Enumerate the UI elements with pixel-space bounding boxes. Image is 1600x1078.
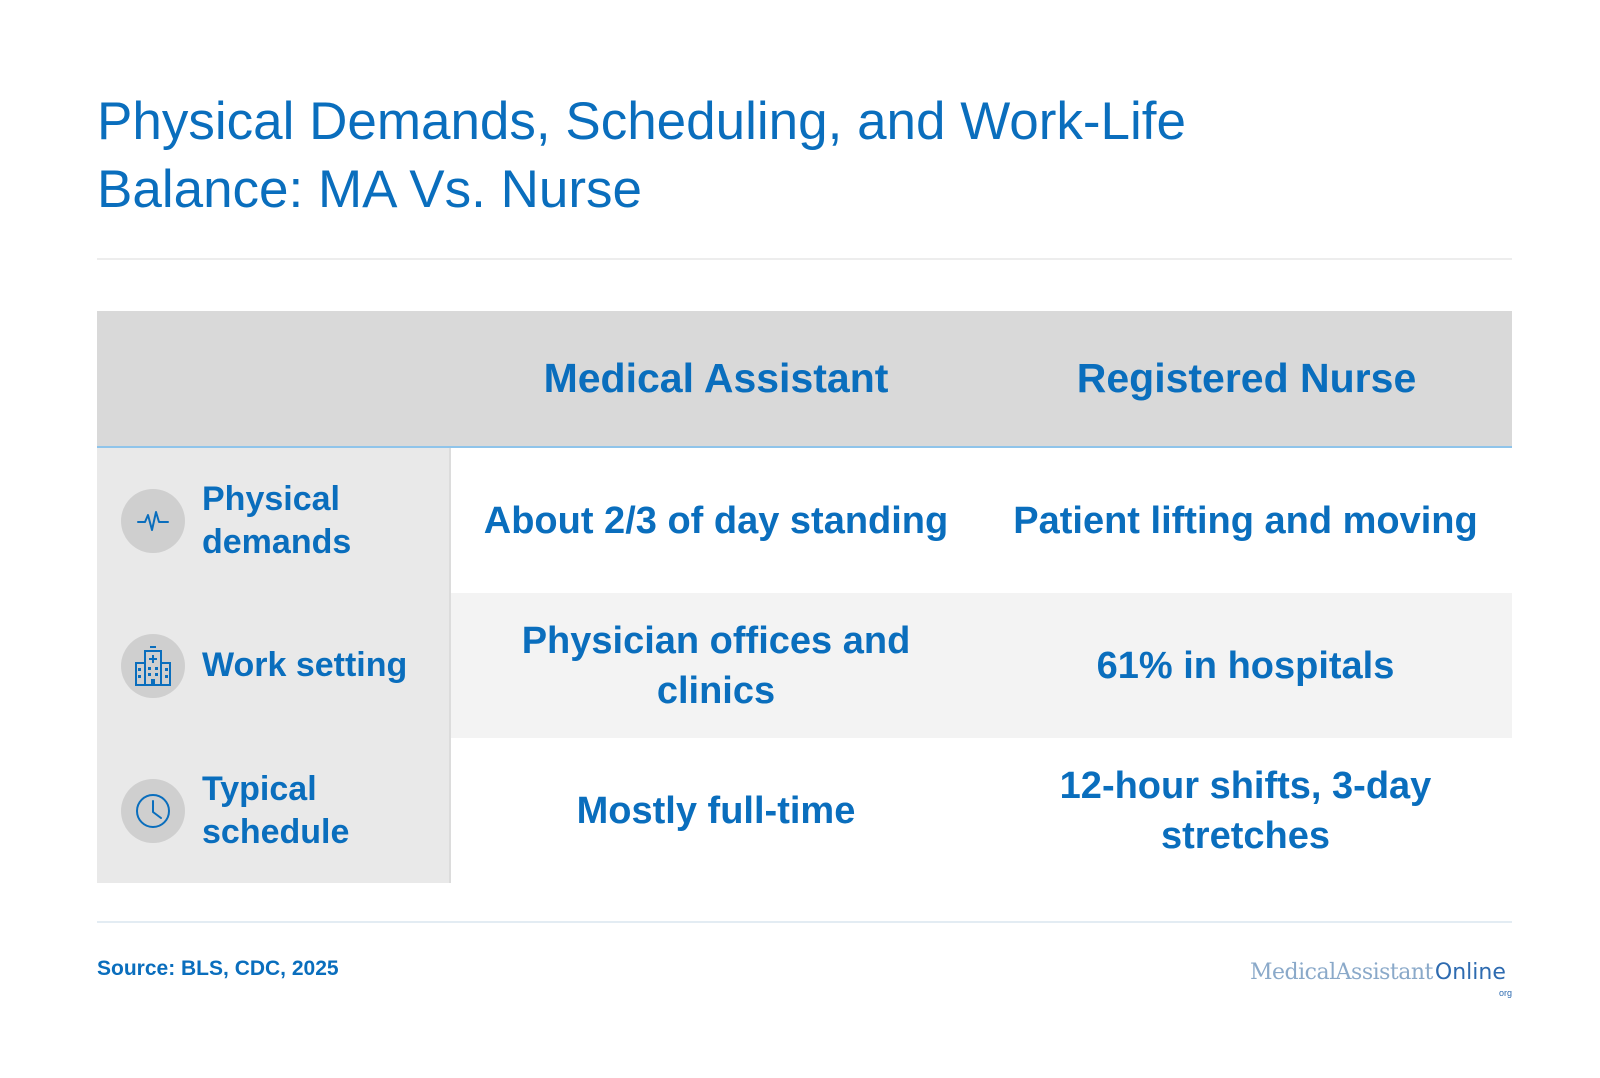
column-header-medical-assistant: Medical Assistant	[543, 355, 889, 401]
medical-assistant-online-logo[interactable]	[1250, 960, 1512, 1000]
row-label: Typical schedule	[202, 769, 350, 851]
cell-medical-assistant: About 2/3 of day standing	[483, 499, 949, 542]
column-header-registered-nurse: Registered Nurse	[1076, 355, 1417, 401]
row-label: Work setting	[202, 646, 408, 684]
title-divider	[97, 258, 1512, 260]
table-row-work-setting	[97, 593, 1512, 738]
header-corner	[97, 311, 451, 446]
cell-registered-nurse: 61% in hospitals	[1096, 644, 1395, 687]
logo-org: org	[1498, 988, 1512, 998]
row-label-cell	[97, 738, 451, 883]
row-label-cell	[97, 593, 451, 738]
cell-registered-nurse: Patient lifting and moving	[1013, 499, 1478, 542]
clock-icon	[121, 779, 185, 843]
logo-wordmark: MedicalAssistant	[1250, 960, 1433, 985]
cell-medical-assistant: Physician offices and clinics	[521, 619, 911, 712]
comparison-table	[97, 311, 1512, 883]
row-label: Physical demands	[202, 479, 352, 561]
table-row-typical-schedule	[97, 738, 1512, 883]
logo-online: Online	[1434, 960, 1506, 985]
footer-divider	[97, 921, 1512, 923]
table-header	[97, 311, 1512, 448]
row-label-cell	[97, 448, 451, 593]
heartbeat-icon	[121, 489, 185, 553]
cell-medical-assistant: Mostly full-time	[576, 789, 856, 832]
hospital-building-icon	[121, 634, 185, 698]
page-title: Physical Demands, Scheduling, and Work-Life Balance: MA Vs. Nurse	[97, 92, 1187, 219]
source-note: Source: BLS, CDC, 2025	[97, 957, 339, 980]
cell-registered-nurse: 12-hour shifts, 3-day stretches	[1059, 764, 1432, 857]
table-row-physical-demands	[97, 448, 1512, 593]
